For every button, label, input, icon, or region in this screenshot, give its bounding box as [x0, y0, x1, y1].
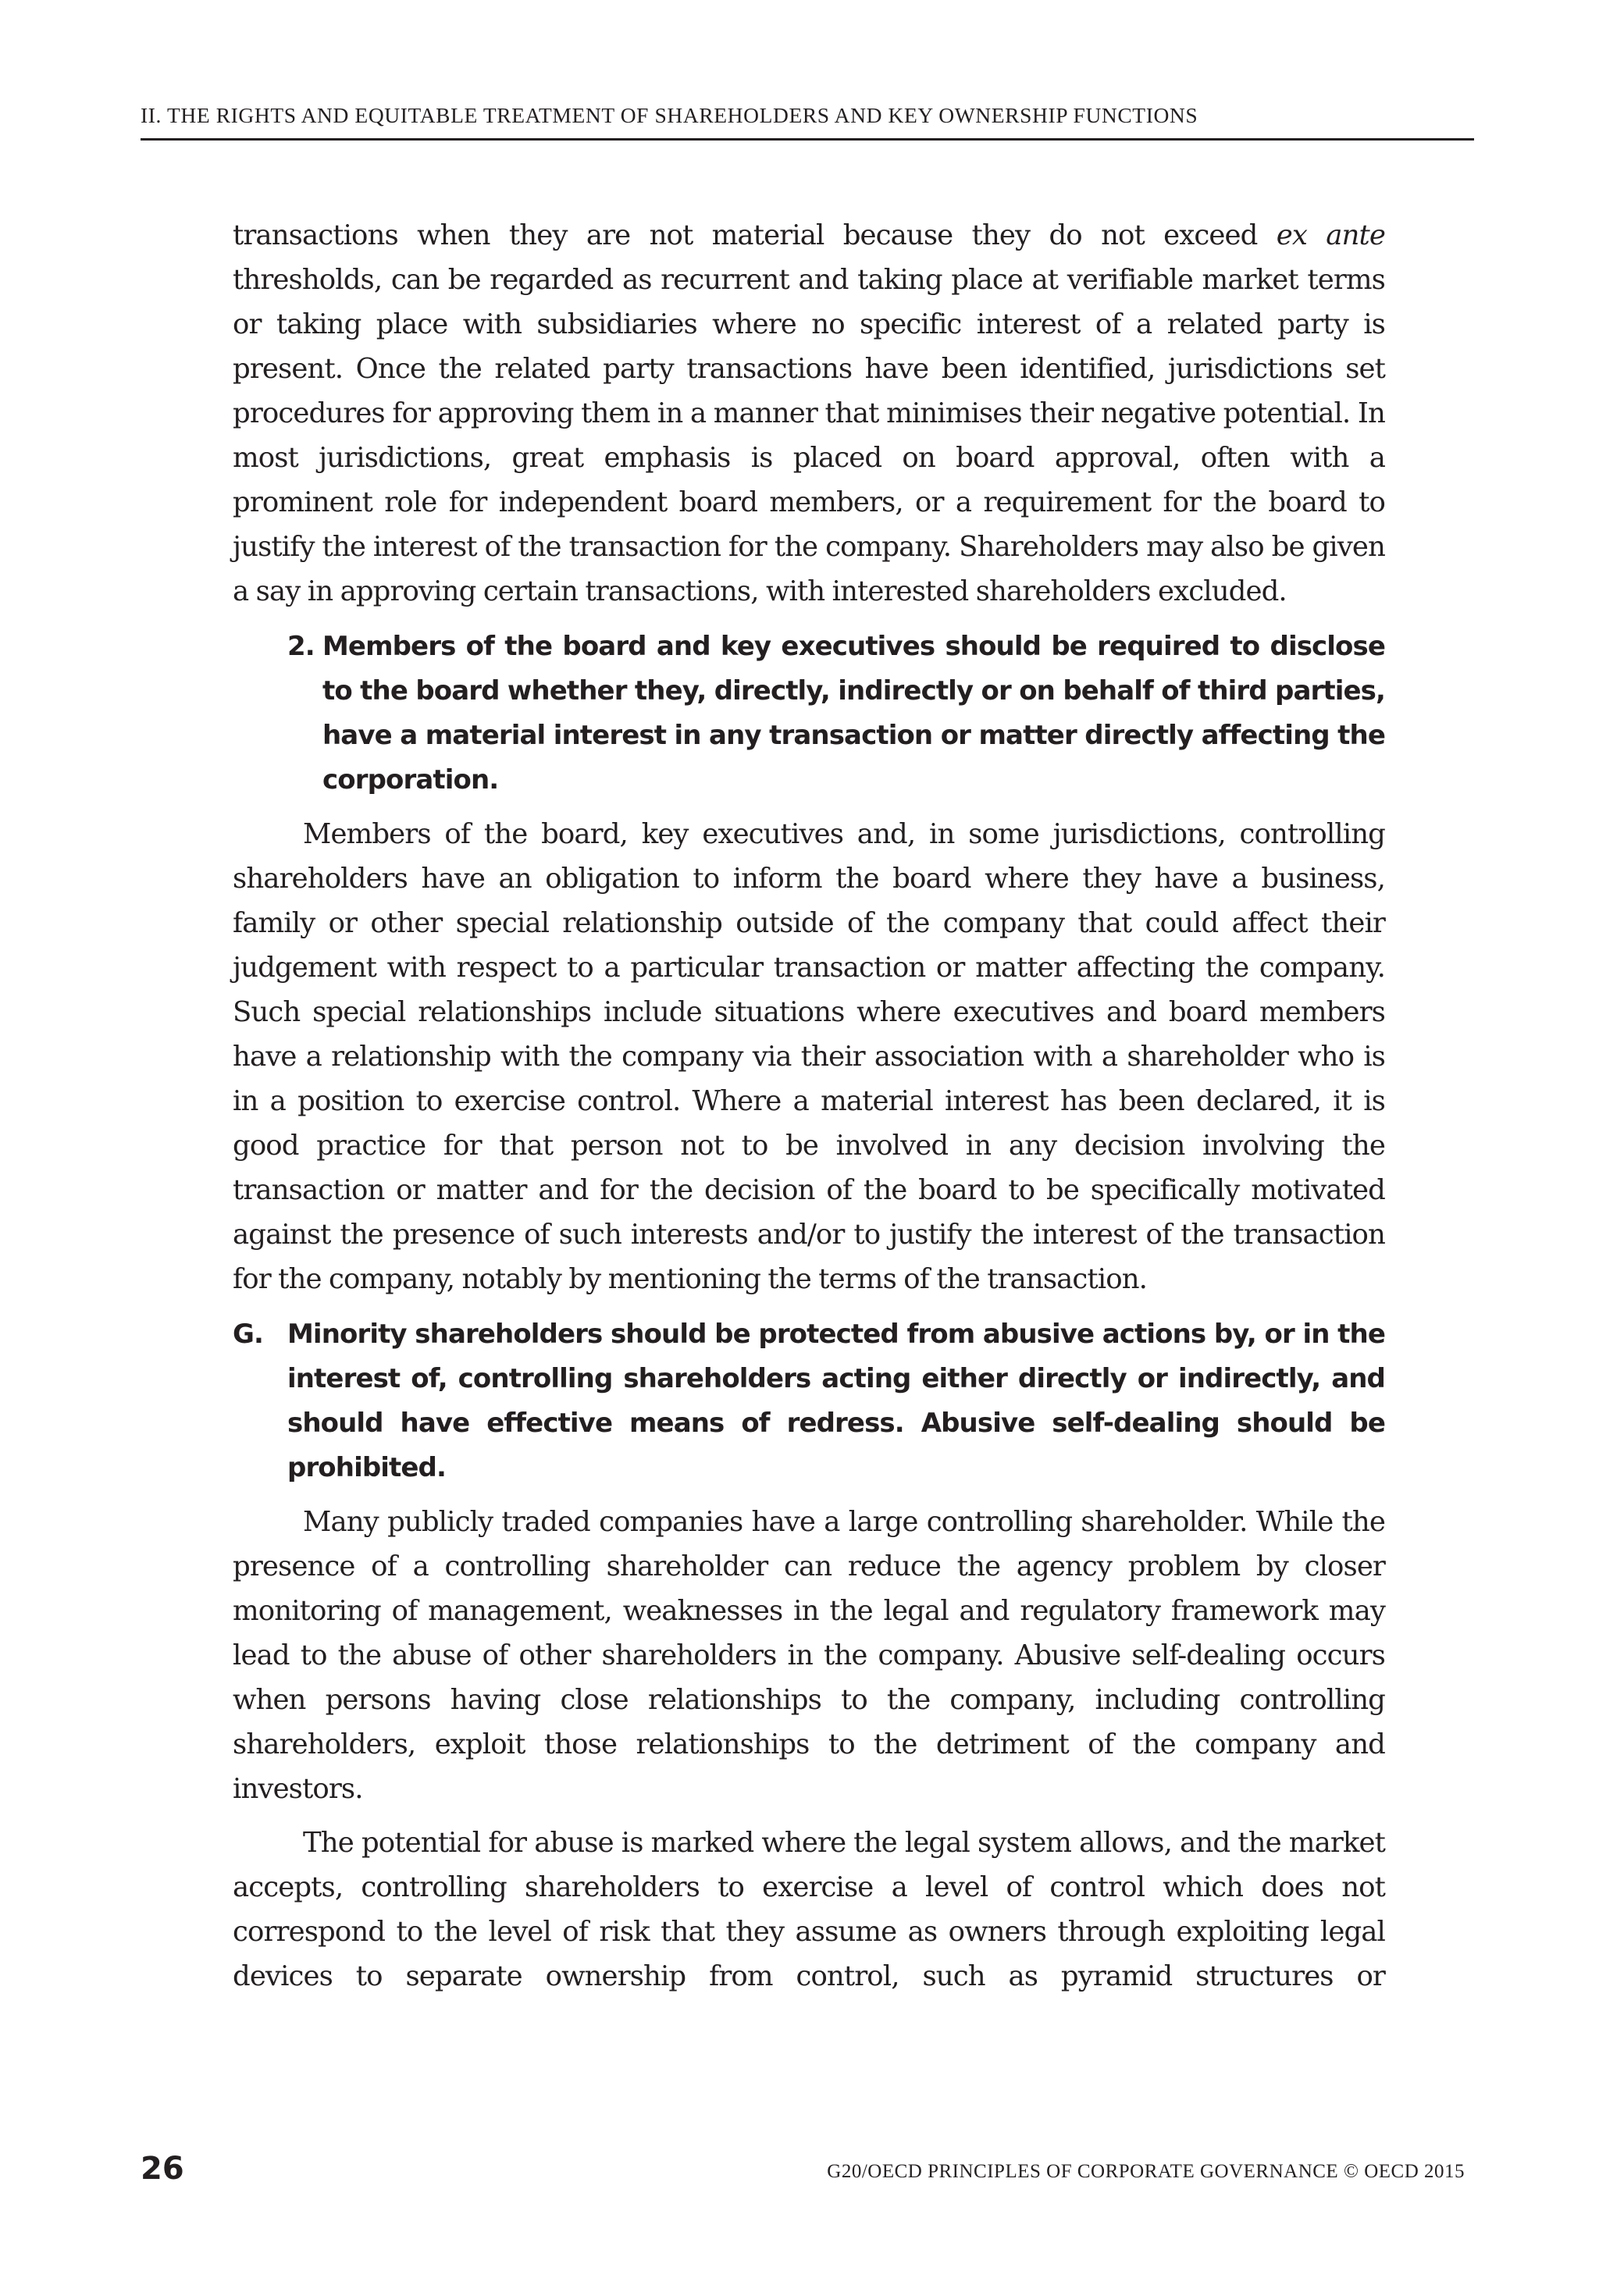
item-text: Members of the board and key executives should be required to disclose to the board whether they, directly, indirectly or on behalf of third parties, have a material interest in any transaction or matter directly affecting the corporation.: [322, 631, 1385, 796]
footer-publication: G20/OECD PRINCIPLES OF CORPORATE GOVERNANCE © OECD 2015: [827, 2161, 1465, 2182]
paragraph-text: thresholds, can be regarded as recurrent and taking place at verifiable market terms or taking place with subsidiaries where no specific interest of a related party is present. Once the related party transactions have been identified, jurisdictions set procedures for approving them in a manner that minimises their negative potential. In most jurisdictions, great emphasis is placed on board approval, often with a prominent role for independent board members, or a requirement for the board to justify the interest of the transaction for the company. Shareholders may also be given a say in approving certain transactions, with interested shareholders excluded.: [233, 264, 1385, 607]
paragraph-text: transactions when they are not material because they do not exceed: [233, 219, 1277, 251]
paragraph-controlling-shareholder: Many publicly traded companies have a large controlling shareholder. While the presence of a controlling shareholder can reduce the agency problem by closer monitoring of management, weaknesses in the legal and regulatory framework may lead to the abuse of other shareholders in the company. Abusive self-dealing occurs when persons having close relationships to the company, including controlling shareholders, exploit those relationships to the detriment of the company and investors.: [233, 1506, 1385, 1805]
running-head: II. THE RIGHTS AND EQUITABLE TREATMENT OF SHAREHOLDERS AND KEY OWNERSHIP FUNCTIONS: [141, 103, 1198, 127]
paragraph-potential-for-abuse: The potential for abuse is marked where the legal system allows, and the market accepts, controlling shareholders to exercise a level of control which does not correspond to the level of risk that they assume as owners through exploiting legal devices to separate ownership from control, such as pyramid structures or: [233, 1827, 1385, 1992]
header-rule: [141, 138, 1474, 141]
principle-item-2: [233, 625, 1385, 803]
latin-term: ex ante: [1276, 219, 1385, 251]
item-number: 2.: [287, 631, 315, 662]
principle-item-g: [233, 1312, 1385, 1490]
page-number: 26: [141, 2151, 184, 2187]
item-letter: G.: [233, 1319, 264, 1350]
page-body: [233, 213, 1385, 1999]
paragraph-material-interest: Members of the board, key executives and, in some jurisdictions, controlling shareholders have an obligation to inform the board where they have a business, family or other special relationship outside of the company that could affect their judgement with respect to a particular transaction or matter affecting the company. Such special relationships include situations where executives and board members have a relationship with the company via their association with a shareholder who is in a position to exercise control. Where a material interest has been declared, it is good practice for that person not to be involved in any decision involving the transaction or matter and for the decision of the board to be specifically motivated against the presence of such interests and/or to justify the interest of the transaction for the company, notably by mentioning the terms of the transaction.: [233, 818, 1385, 1295]
paragraph-related-party-transactions: [233, 213, 1385, 614]
item-text: Minority shareholders should be protected from abusive actions by, or in the interest of, controlling shareholders acting either directly or indirectly, and should have effective means of redress. Abusive self-dealing should be prohibited.: [287, 1319, 1385, 1483]
